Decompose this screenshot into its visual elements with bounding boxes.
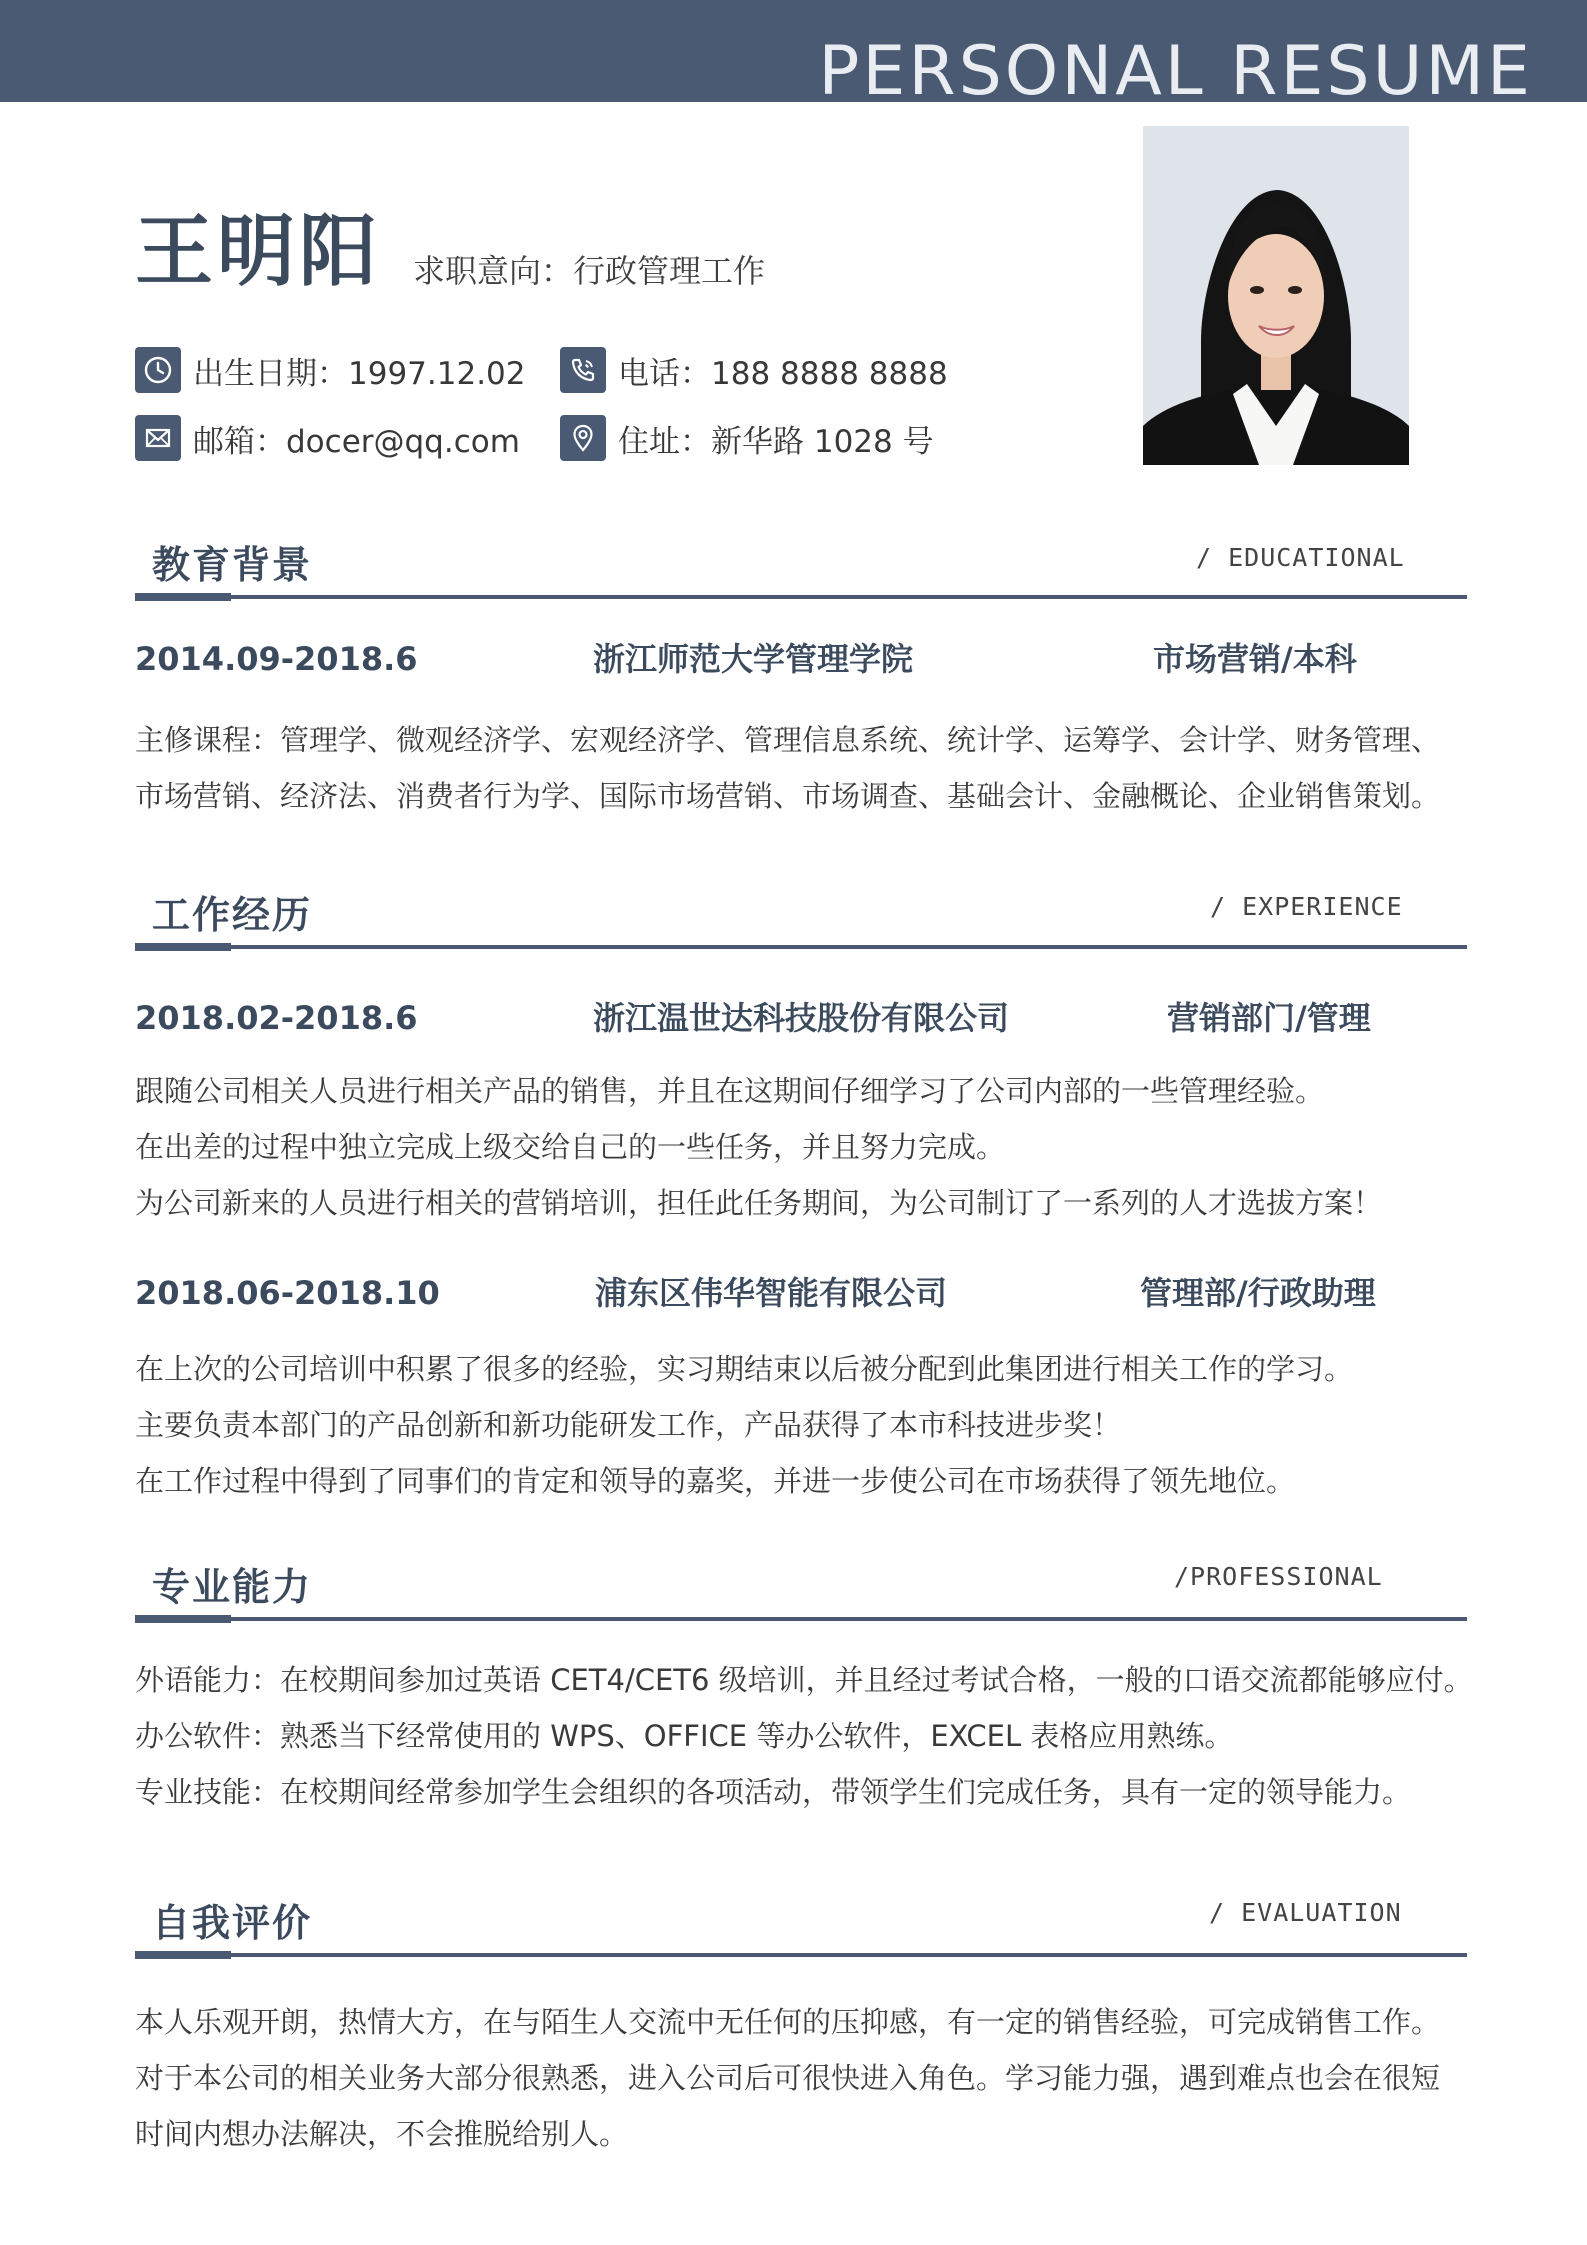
phone-item: [560, 347, 948, 393]
section-accent-skills: [135, 1615, 231, 1623]
education-courses: [135, 712, 1475, 824]
birth-date-item: [135, 347, 526, 393]
section-subtitle-evaluation: / EVALUATION: [1209, 1898, 1402, 1927]
section-accent-evaluation: [135, 1951, 231, 1959]
text-line: 在工作过程中得到了同事们的肯定和领导的嘉奖，并进一步使公司在市场获得了领先地位。: [135, 1464, 1296, 1498]
mail-icon: [135, 415, 181, 461]
job-intent: 求职意向：行政管理工作: [413, 252, 766, 290]
phone-number: 电话：188 8888 8888: [618, 355, 948, 392]
section-subtitle-skills: /PROFESSIONAL: [1174, 1562, 1383, 1591]
clock-icon: [135, 347, 181, 393]
section-divider-evaluation: [135, 1953, 1467, 1957]
job-description: [135, 1063, 1475, 1231]
banner-title: PERSONAL RESUME: [818, 34, 1533, 102]
candidate-name: 王明阳: [135, 207, 382, 297]
section-divider-skills: [135, 1617, 1467, 1621]
job-period: 2018.02-2018.6: [135, 999, 418, 1037]
section-divider-education: [135, 595, 1467, 599]
text-line: 时间内想办法解决，不会推脱给别人。: [135, 2117, 629, 2151]
birth-date: 出生日期：1997.12.02: [193, 355, 526, 392]
section-divider-experience: [135, 945, 1467, 949]
text-line: 本人乐观开朗，热情大方，在与陌生人交流中无任何的压抑感，有一定的销售经验，可完成销售工作。: [135, 2005, 1441, 2039]
text-line: 专业技能：在校期间经常参加学生会组织的各项活动，带领学生们完成任务，具有一定的领导能力。: [135, 1775, 1412, 1809]
section-subtitle-education: / EDUCATIONAL: [1196, 543, 1405, 572]
section-subtitle-experience: / EXPERIENCE: [1210, 892, 1403, 921]
text-line: 跟随公司相关人员进行相关产品的销售，并且在这期间仔细学习了公司内部的一些管理经验。: [135, 1074, 1325, 1108]
text-line: 外语能力：在校期间参加过英语 CET4/CET6 级培训，并且经过考试合格，一般的口语交流都能够应付。: [135, 1663, 1473, 1697]
section-title-evaluation: 自我评价: [152, 1901, 313, 1945]
email-address: 邮箱：docer@qq.com: [193, 423, 520, 460]
section-title-experience: 工作经历: [152, 893, 313, 937]
phone-icon: [560, 347, 606, 393]
text-line: 在出差的过程中独立完成上级交给自己的一些任务，并且努力完成。: [135, 1130, 1006, 1164]
email-item: [135, 415, 520, 461]
text-line: 办公软件：熟悉当下经常使用的 WPS、OFFICE 等办公软件，EXCEL 表格应用熟练。: [135, 1719, 1234, 1753]
job-company: 浙江温世达科技股份有限公司: [593, 999, 1010, 1037]
job-company: 浦东区伟华智能有限公司: [595, 1274, 948, 1312]
section-accent-experience: [135, 943, 231, 951]
job-period: 2018.06-2018.10: [135, 1274, 440, 1312]
education-period: 2014.09-2018.6: [135, 640, 418, 678]
education-school: 浙江师范大学管理学院: [593, 640, 914, 678]
location-pin-icon: [560, 415, 606, 461]
text-line: 在上次的公司培训中积累了很多的经验，实习期结束以后被分配到此集团进行相关工作的学习。: [135, 1352, 1354, 1386]
section-accent-education: [135, 593, 231, 601]
education-major: 市场营销/本科: [1153, 640, 1357, 678]
text-line: 为公司新来的人员进行相关的营销培训，担任此任务期间，为公司制订了一系列的人才选拔方案！: [135, 1186, 1383, 1220]
evaluation-text: [135, 1994, 1475, 2162]
text-line: 主修课程：管理学、微观经济学、宏观经济学、管理信息系统、统计学、运筹学、会计学、财务管理、: [135, 723, 1441, 757]
job-row: [135, 996, 1467, 1040]
profile-photo: [1143, 126, 1409, 465]
skills-list: [135, 1652, 1475, 1820]
job-role: 管理部/行政助理: [1140, 1274, 1376, 1312]
job-role: 营销部门/管理: [1167, 999, 1371, 1037]
text-line: 对于本公司的相关业务大部分很熟悉，进入公司后可很快进入角色。学习能力强，遇到难点也会在很短: [135, 2061, 1441, 2095]
education-row: [135, 637, 1467, 681]
job-description: [135, 1341, 1475, 1509]
home-address: 住址：新华路 1028 号: [618, 423, 934, 460]
text-line: 市场营销、经济法、消费者行为学、国际市场营销、市场调查、基础会计、金融概论、企业销售策划。: [135, 779, 1441, 813]
job-row: [135, 1271, 1467, 1315]
section-title-skills: 专业能力: [152, 1565, 313, 1609]
section-title-education: 教育背景: [152, 543, 313, 587]
address-item: [560, 415, 934, 461]
text-line: 主要负责本部门的产品创新和新功能研发工作，产品获得了本市科技进步奖！: [135, 1408, 1122, 1442]
